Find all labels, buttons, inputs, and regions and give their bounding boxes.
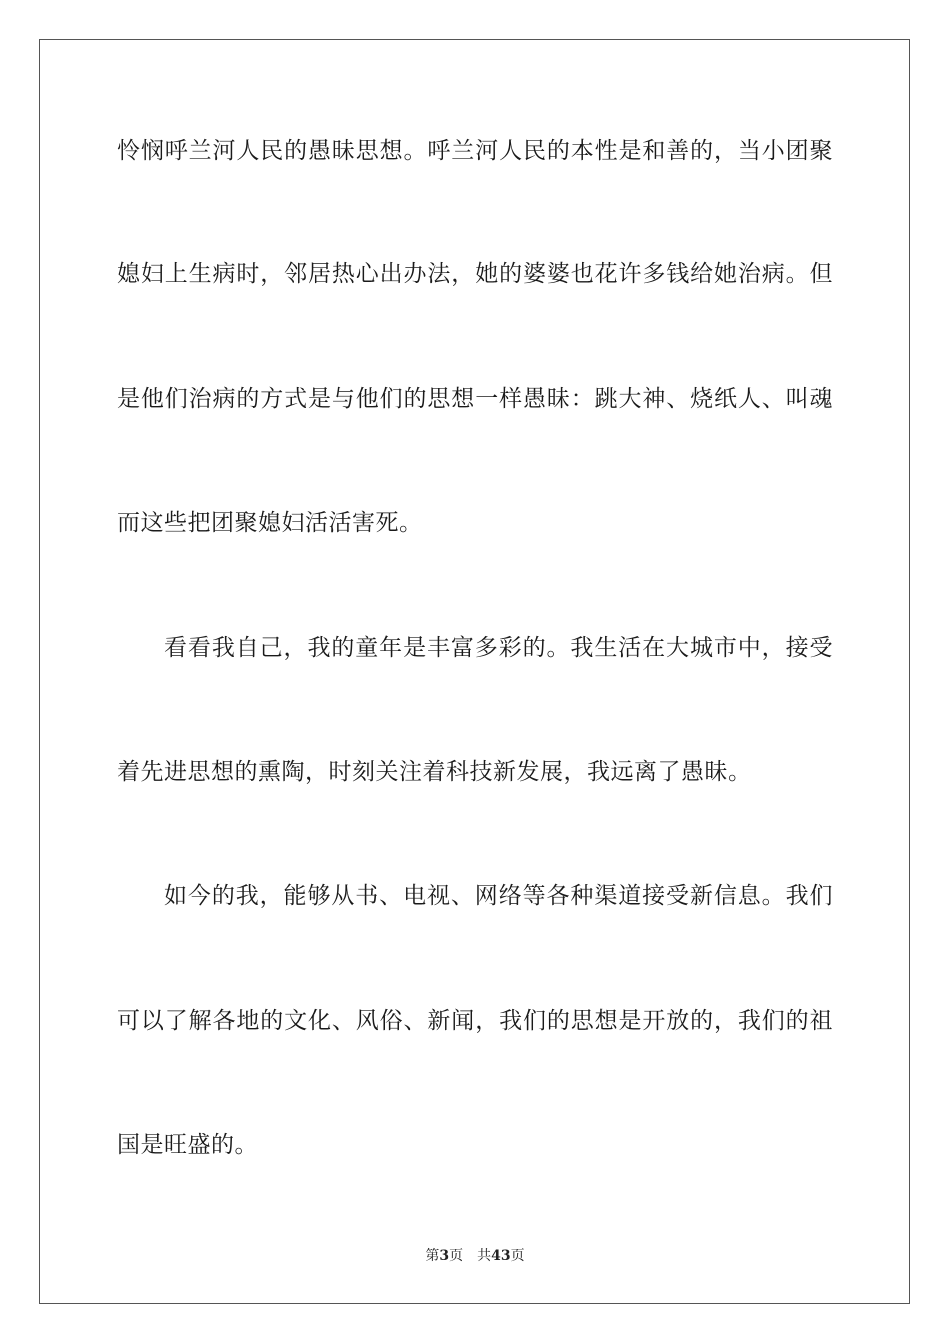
- text-line-7: 如今的我，能够从书、电视、网络等各种渠道接受新信息。我们: [164, 883, 833, 909]
- text-line-2: 媳妇上生病时，邻居热心出办法，她的婆婆也花许多钱给她治病。但: [117, 261, 833, 287]
- text-line-4: 而这些把团聚媳妇活活害死。: [117, 510, 423, 536]
- text-line-9: 国是旺盛的。: [117, 1132, 258, 1158]
- page-border: [39, 39, 910, 1304]
- text-line-1: 怜悯呼兰河人民的愚昧思想。呼兰河人民的本性是和善的，当小团聚: [117, 138, 833, 164]
- footer-total-prefix: 共: [477, 1248, 492, 1264]
- text-line-6: 着先进思想的熏陶，时刻关注着科技新发展，我远离了愚昧。: [117, 759, 752, 785]
- footer-page-number: 3: [439, 1248, 450, 1264]
- text-line-5: 看看我自己，我的童年是丰富多彩的。我生活在大城市中，接受: [164, 635, 833, 661]
- footer-total-pages: 43: [491, 1248, 511, 1264]
- text-line-8: 可以了解各地的文化、风俗、新闻，我们的思想是开放的，我们的祖: [117, 1008, 833, 1034]
- page-footer: [0, 1246, 950, 1266]
- footer-page-suffix: 页: [449, 1248, 464, 1264]
- footer-page-prefix: 第: [425, 1248, 440, 1264]
- text-line-3: 是他们治病的方式是与他们的思想一样愚昧：跳大神、烧纸人、叫魂: [117, 386, 833, 412]
- footer-total-suffix: 页: [510, 1248, 525, 1264]
